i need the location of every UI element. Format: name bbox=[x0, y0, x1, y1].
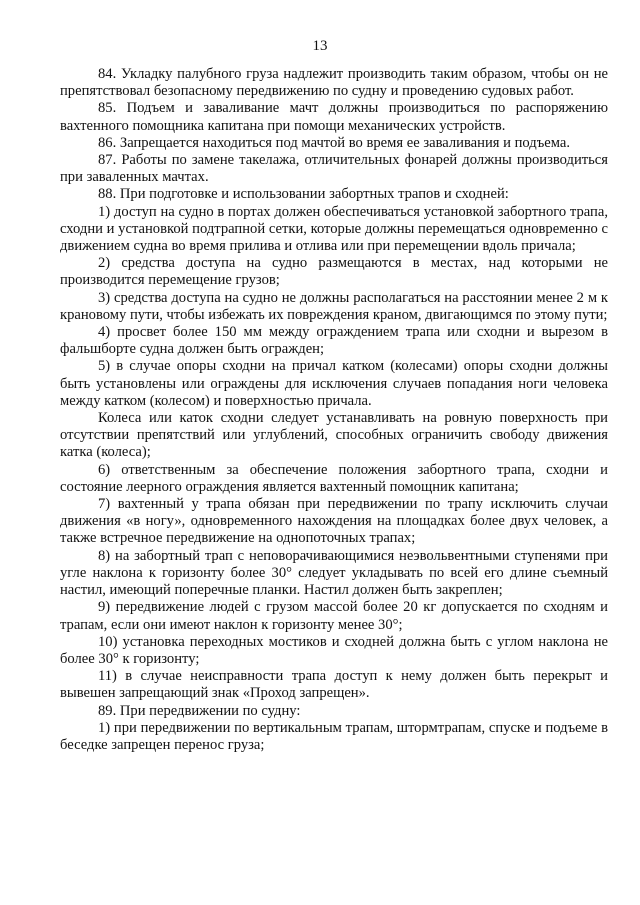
paragraph-87: 87. Работы по замене такелажа, отличительных фонарей должны производиться при заваленных мачтах. bbox=[60, 152, 608, 186]
paragraph-88-item-7: 7) вахтенный у трапа обязан при передвижении по трапу исключить случаи движения «в ногу», одновременного нахождения на площадках более двух человек, а также встречное передвижение на однопоточных трапах; bbox=[60, 496, 608, 547]
paragraph-88-item-5: 5) в случае опоры сходни на причал катком (колесами) опоры сходни должны быть установлены или ограждены для исключения случаев попадания ноги человека между катком (колесом) и поверхностью причала. bbox=[60, 358, 608, 409]
paragraph-88-item-11: 11) в случае неисправности трапа доступ к нему должен быть перекрыт и вывешен запрещающий знак «Проход запрещен». bbox=[60, 668, 608, 702]
paragraph-84: 84. Укладку палубного груза надлежит производить таким образом, чтобы он не препятствовал безопасному передвижению по судну и проведению судовых работ. bbox=[60, 66, 608, 100]
paragraph-88-item-6: 6) ответственным за обеспечение положения забортного трапа, сходни и состояние леерного ограждения является вахтенный помощник капитана; bbox=[60, 461, 608, 495]
paragraph-88-item-1: 1) доступ на судно в портах должен обеспечиваться установкой забортного трапа, сходни и установкой подтрапной сетки, которые должны перемещаться одновременно с движением судна во время прилива и отлива или при перемещении вдоль причала; bbox=[60, 203, 608, 255]
paragraph-89-item-1: 1) при передвижении по вертикальным трапам, штормтрапам, спуске и подъеме в беседке запрещен перенос груза; bbox=[60, 719, 608, 753]
document-body bbox=[60, 66, 608, 754]
paragraph-88-item-8: 8) на забортный трап с неповорачивающимися неэвольвентными ступенями при угле наклона к горизонту более 30° следует укладывать по всей его длине съемный настил, имеющий поперечные планки. Настил должен быть закреплен; bbox=[60, 547, 608, 599]
paragraph-88-item-4: 4) просвет более 150 мм между ограждением трапа или сходни и вырезом в фальшборте судна должен быть огражден; bbox=[60, 324, 608, 358]
paragraph-88-item-2: 2) средства доступа на судно размещаются в местах, над которыми не производится перемещение грузов; bbox=[60, 255, 608, 289]
paragraph-88-item-3: 3) средства доступа на судно не должны располагаться на расстоянии менее 2 м к крановому пути, чтобы избежать их повреждения краном, двигающимся по этому пути; bbox=[60, 289, 608, 323]
paragraph-88-item-10: 10) установка переходных мостиков и сходней должна быть с углом наклона не более 30° к горизонту; bbox=[60, 633, 608, 667]
paragraph-88-item-9: 9) передвижение людей с грузом массой более 20 кг допускается по сходням и трапам, если они имеют наклон к горизонту менее 30°; bbox=[60, 599, 608, 633]
page-number: 13 bbox=[312, 38, 328, 54]
paragraph-88-item-5-continued: Колеса или каток сходни следует устанавливать на ровную поверхность при отсутствии препятствий или углублений, способных ограничить свободу движения катка (колеса); bbox=[60, 410, 608, 461]
paragraph-86: 86. Запрещается находиться под мачтой во время ее заваливания и подъема. bbox=[98, 134, 570, 151]
paragraph-85: 85. Подъем и заваливание мачт должны производиться по распоряжению вахтенного помощника капитана при помощи механических устройств. bbox=[60, 100, 608, 134]
paragraph-88: 88. При подготовке и использовании забортных трапов и сходней: bbox=[98, 186, 509, 203]
paragraph-89: 89. При передвижении по судну: bbox=[98, 702, 301, 719]
